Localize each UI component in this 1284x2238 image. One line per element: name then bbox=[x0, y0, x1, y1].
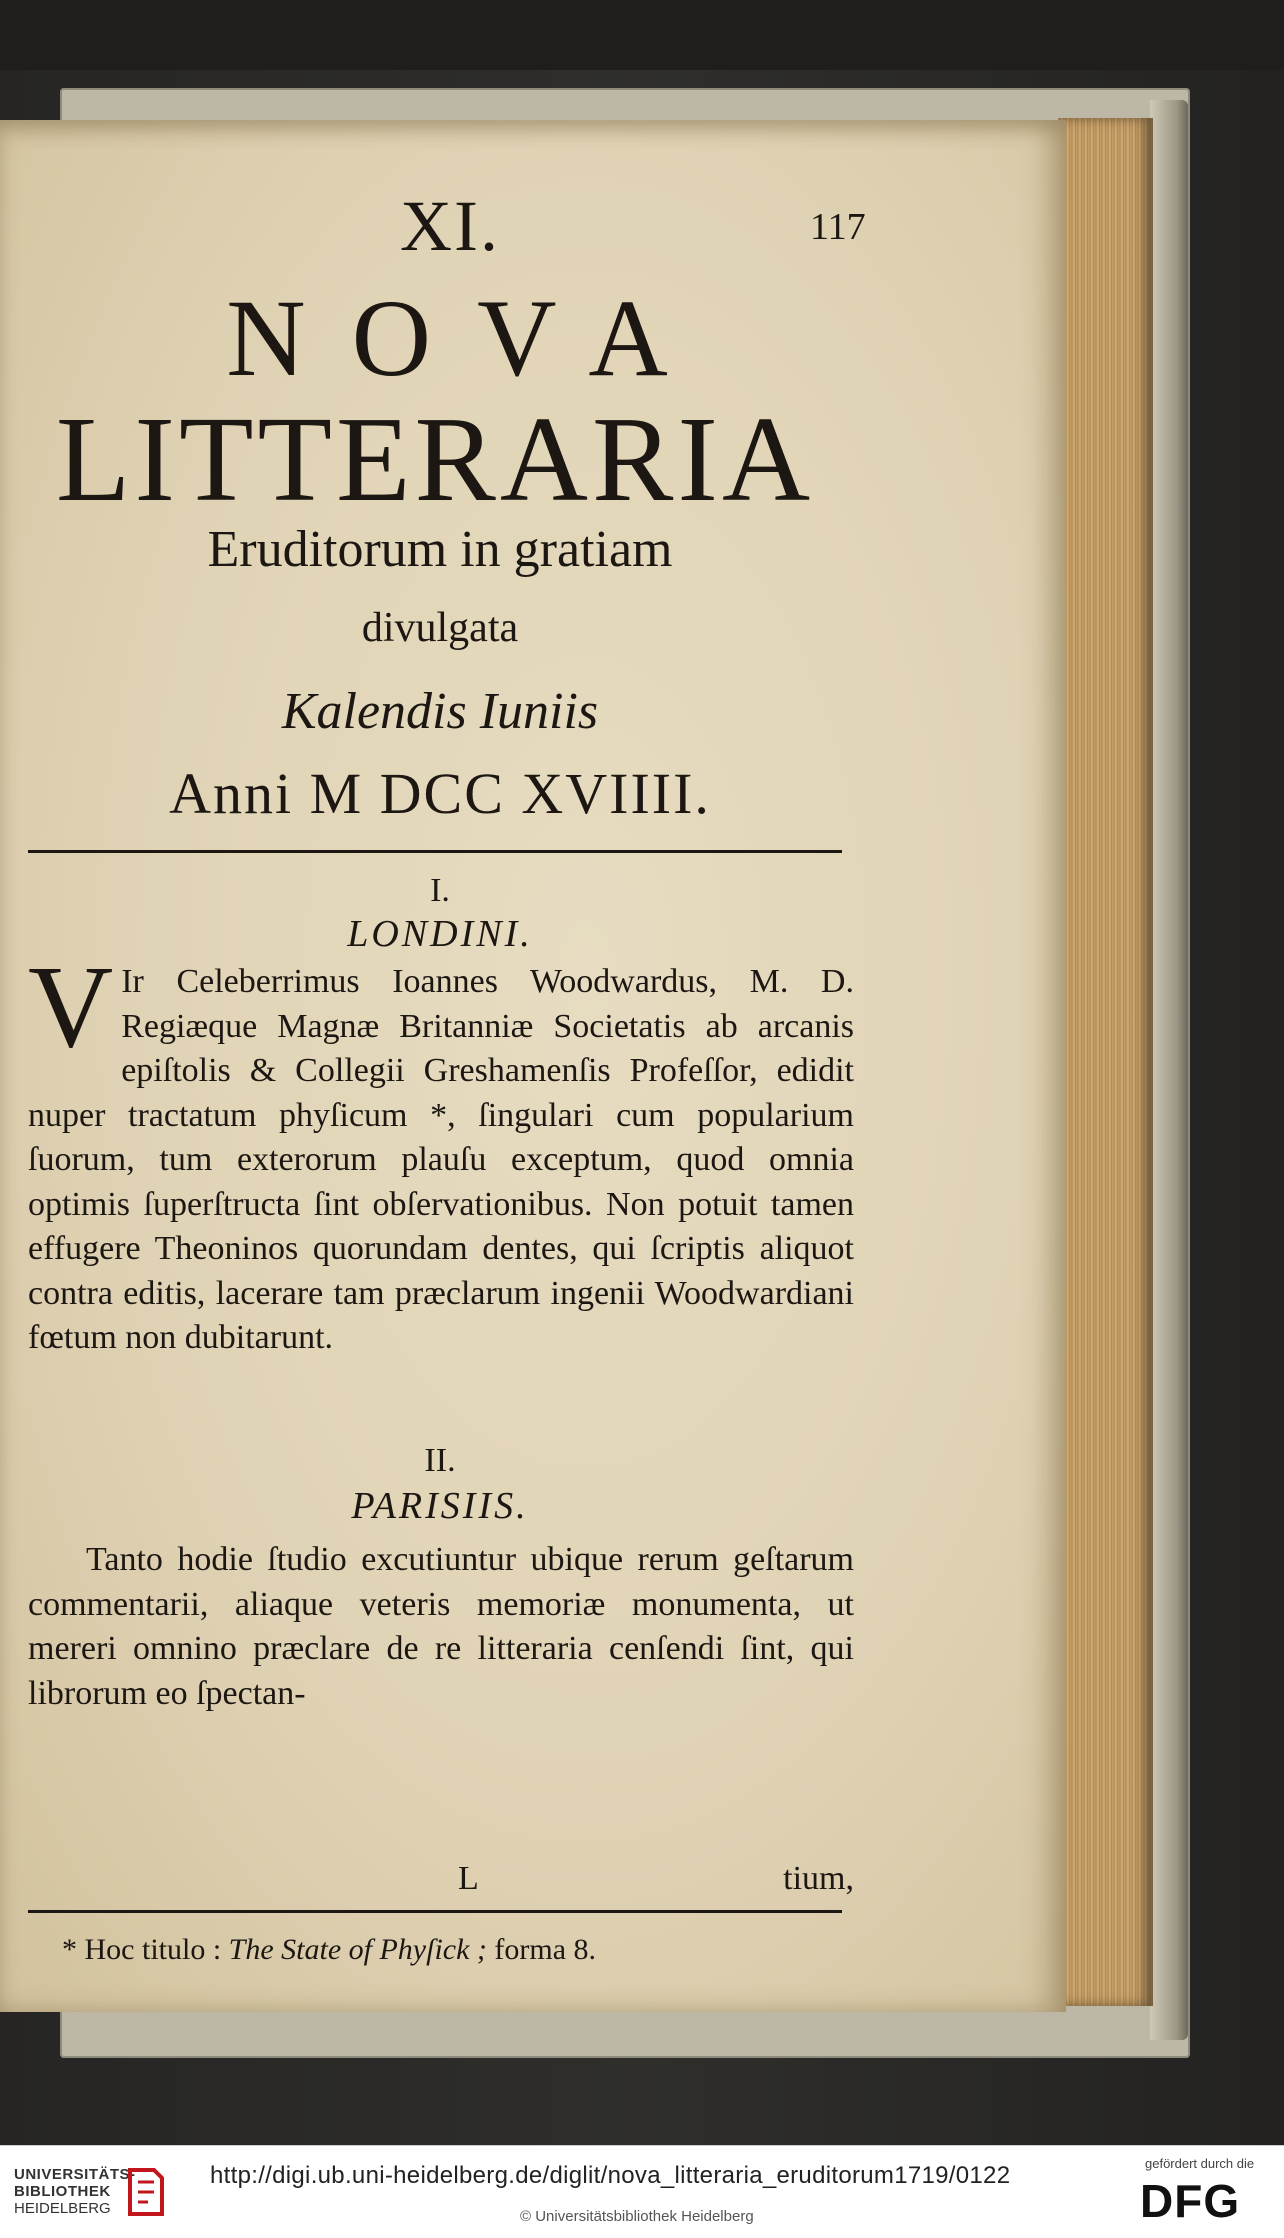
page-url-link[interactable]: http://digi.ub.uni-heidelberg.de/diglit/nova_litteraria_eruditorum1719/0122 bbox=[210, 2162, 1011, 2189]
library-logo-text bbox=[14, 2166, 136, 2217]
date-kalendis: Kalendis Iuniis bbox=[281, 683, 599, 740]
footnote bbox=[62, 1933, 596, 1967]
library-line-1: UNIVERSITÄTS- bbox=[14, 2166, 136, 2183]
date-anni: Anni M DCC XVIIII. bbox=[169, 761, 711, 826]
title-litteraria: LITTERARIA bbox=[55, 392, 815, 527]
subtitle-divulgata: divulgata bbox=[361, 605, 519, 651]
section-city-2: PARISIIS. bbox=[351, 1485, 529, 1527]
book-page bbox=[0, 120, 1066, 2012]
footnote-prefix: * Hoc titulo : bbox=[62, 1933, 222, 1966]
title-nova: NOVA bbox=[226, 277, 714, 399]
footnote-title: The State of Phyſick ; bbox=[228, 1933, 487, 1966]
section-text-1 bbox=[28, 941, 854, 1361]
title-rule bbox=[28, 850, 842, 853]
section-text-2: Tanto hodie ſtudio excutiuntur ubique rerum geſtarum commentarii, aliaque veteris memoriæ monumenta, ut mereri omnino præclare de re litteraria cenſendi ſint, qui librorum eo ſpectan- bbox=[28, 1541, 854, 1712]
header-number: XI. bbox=[400, 186, 500, 266]
book-cover-edge bbox=[1150, 100, 1188, 2040]
section-number-2: II. bbox=[424, 1442, 456, 1479]
top-dark-strip bbox=[0, 0, 1284, 70]
copyright-text: © Universitätsbibliothek Heidelberg bbox=[520, 2208, 754, 2225]
footnote-suffix: forma 8. bbox=[494, 1933, 597, 1966]
library-line-2: BIBLIOTHEK bbox=[14, 2183, 111, 2200]
library-logo-icon bbox=[124, 2166, 168, 2218]
section-number-1: I. bbox=[430, 872, 450, 909]
footer-bar bbox=[0, 2145, 1284, 2238]
sponsor-text: gefördert durch die bbox=[1145, 2156, 1255, 2171]
subtitle-eruditorum: Eruditorum in gratiam bbox=[207, 521, 673, 578]
drop-cap: V bbox=[28, 941, 114, 1072]
page-fore-edge bbox=[1058, 118, 1153, 2006]
catchword: tium, bbox=[783, 1860, 854, 1897]
library-line-3: HEIDELBERG bbox=[14, 2200, 111, 2217]
footnote-rule bbox=[28, 1910, 842, 1913]
section-body-1: Ir Celeberrimus Ioannes Woodwardus, M. D. Regiæque Magnæ Britanniæ Societatis ab arcanis epiſtolis & Collegii Greshamenſis Profeſſor, edidit nuper tractatum phyſicum *, ſingulari cum popularium ſuorum, tum exterorum plauſu exceptum, quod omnia optimis ſuperſtructa ſint obſervationibus. Non potuit tamen effugere Theoninos quorundam dentes, qui ſcriptis aliquot contra editis, lacerare tam præclarum ingenii Woodwardiani fœtum non dubitarunt. bbox=[28, 963, 854, 1356]
signature-mark: L bbox=[458, 1860, 479, 1897]
section-city-1: LONDINI. bbox=[347, 913, 533, 955]
page-folio: 117 bbox=[810, 206, 866, 248]
dfg-logo[interactable]: DFG bbox=[1140, 2175, 1241, 2227]
